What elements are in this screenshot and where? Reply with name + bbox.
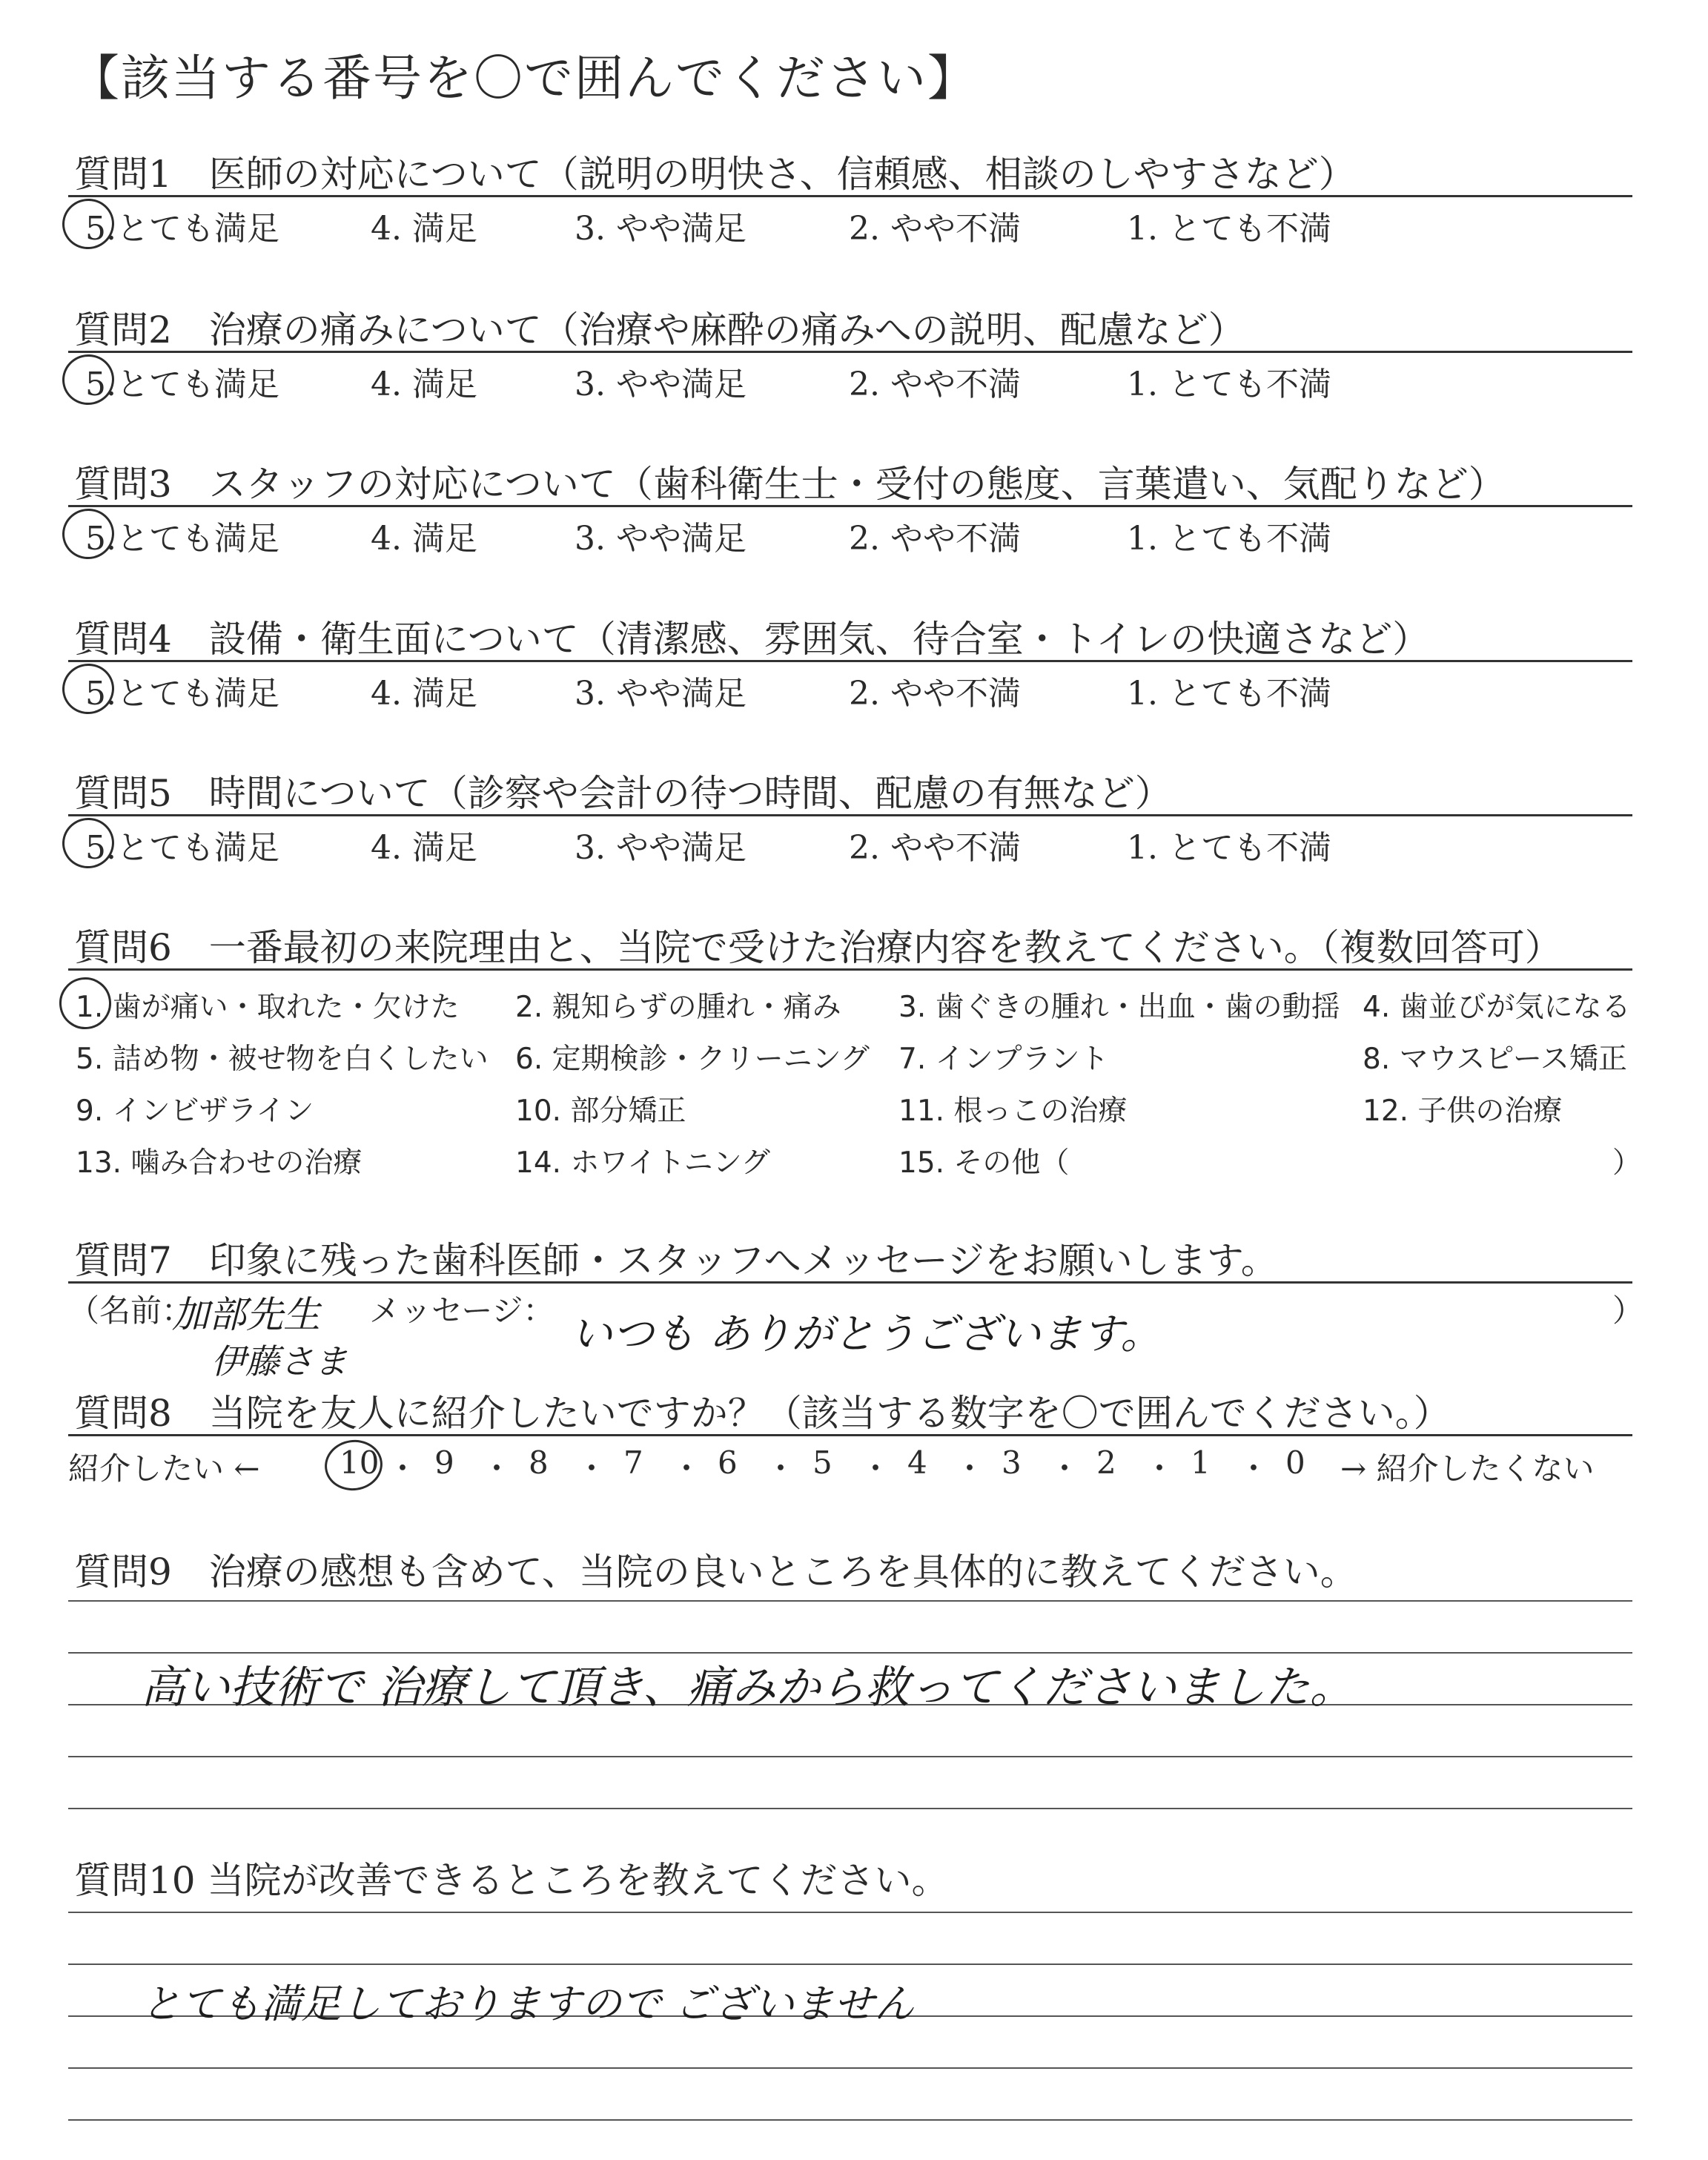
- q8-scale-option-7[interactable]: 7: [623, 1444, 643, 1481]
- q8-scale-separator: ・: [576, 1450, 608, 1487]
- q6-option-8[interactable]: 8. マウスピース矯正: [1363, 1043, 1627, 1076]
- q8-scale: [326, 1444, 1320, 1489]
- question-7-title: 質問7 印象に残った歯科医師・スタッフへメッセージをお願いします。: [74, 1239, 1278, 1282]
- q8-scale-separator: ・: [671, 1450, 703, 1487]
- q2-option-5[interactable]: 5.とても満足: [85, 366, 279, 403]
- q1-option-1[interactable]: 1. とても不満: [1127, 210, 1331, 248]
- q8-scale-separator: ・: [481, 1450, 513, 1487]
- q8-scale-separator: ・: [765, 1450, 797, 1487]
- q6-option-7[interactable]: 7. インプラント: [898, 1043, 1109, 1076]
- q7-message-handwritten: いつも ありがとうございます。: [571, 1310, 1162, 1358]
- question-1-rule: [68, 195, 1632, 197]
- q8-scale-separator: ・: [1049, 1450, 1081, 1487]
- q3-option-1[interactable]: 1. とても不満: [1127, 520, 1331, 558]
- q8-scale-option-9[interactable]: 9: [434, 1444, 454, 1481]
- q9-line-4: [68, 1756, 1632, 1757]
- q2-option-2[interactable]: 2. やや不満: [849, 366, 1021, 403]
- question-2-title: 質問2 治療の痛みについて（治療や麻酔の痛みへの説明、配慮など）: [74, 308, 1245, 351]
- q4-option-4[interactable]: 4. 満足: [371, 675, 477, 713]
- q3-option-2[interactable]: 2. やや不満: [849, 520, 1021, 558]
- q10-line-1: [68, 1912, 1632, 1913]
- question-5-title: 質問5 時間について（診察や会計の待つ時間、配慮の有無など）: [74, 772, 1172, 815]
- q8-scale-option-8[interactable]: 8: [529, 1444, 549, 1481]
- q2-option-1[interactable]: 1. とても不満: [1127, 366, 1331, 403]
- q5-option-3[interactable]: 3. やや満足: [575, 829, 747, 867]
- q8-scale-option-2[interactable]: 2: [1096, 1444, 1116, 1481]
- q8-scale-separator: ・: [860, 1450, 892, 1487]
- q1-option-3[interactable]: 3. やや満足: [575, 210, 747, 248]
- q8-scale-separator: ・: [1238, 1450, 1270, 1487]
- question-9-title: 質問9 治療の感想も含めて、当院の良いところを具体的に教えてください。: [74, 1550, 1357, 1593]
- q9-line-5: [68, 1808, 1632, 1809]
- question-4-rule: [68, 660, 1632, 662]
- q9-answer-handwritten: 高い技術で 治療して頂き、痛みから救ってくださいました。: [141, 1662, 1354, 1714]
- q3-option-4[interactable]: 4. 満足: [371, 520, 477, 558]
- q8-scale-option-0[interactable]: 0: [1285, 1444, 1305, 1481]
- question-6-rule: [68, 968, 1632, 971]
- question-3-title: 質問3 スタッフの対応について（歯科衛生士・受付の態度、言葉遣い、気配りなど）: [74, 463, 1506, 506]
- q7-name-handwritten-2: 伊藤さま: [211, 1341, 348, 1381]
- q10-line-2: [68, 1964, 1632, 1965]
- q8-scale-option-3[interactable]: 3: [1002, 1444, 1022, 1481]
- question-6-title: 質問6 一番最初の来院理由と、当院で受けた治療内容を教えてください。（複数回答可）: [74, 926, 1562, 969]
- q3-option-5[interactable]: 5.とても満足: [85, 520, 279, 558]
- q8-scale-option-5[interactable]: 5: [812, 1444, 833, 1481]
- q5-option-4[interactable]: 4. 満足: [371, 829, 477, 867]
- q4-option-1[interactable]: 1. とても不満: [1127, 675, 1331, 713]
- q4-option-2[interactable]: 2. やや不満: [849, 675, 1021, 713]
- q6-option-6[interactable]: 6. 定期検診・クリーニング: [515, 1043, 870, 1076]
- q2-option-3[interactable]: 3. やや満足: [575, 366, 747, 403]
- q5-option-5[interactable]: 5.とても満足: [85, 829, 279, 867]
- q7-message-label: メッセージ：: [369, 1292, 555, 1329]
- q7-close-paren: ）: [1612, 1292, 1644, 1329]
- question-7-rule: [68, 1281, 1632, 1284]
- q6-option-4[interactable]: 4. 歯並びが気になる: [1363, 991, 1631, 1024]
- question-1-title: 質問1 医師の対応について（説明の明快さ、信頼感、相談のしやすさなど）: [74, 153, 1356, 196]
- q9-line-1: [68, 1600, 1632, 1602]
- page-header: 【該当する番号を〇で囲んでください】: [70, 50, 978, 107]
- question-4-title: 質問4 設備・衛生面について（清潔感、雰囲気、待合室・トイレの快適さなど）: [74, 618, 1430, 661]
- q8-scale-separator: ・: [1144, 1450, 1176, 1487]
- q6-option-3[interactable]: 3. 歯ぐきの腫れ・出血・歯の動揺: [898, 991, 1340, 1024]
- q6-other-close-paren: ）: [1612, 1146, 1642, 1180]
- q6-option-14[interactable]: 14. ホワイトニング: [515, 1146, 770, 1180]
- q6-option-15[interactable]: 15. その他（: [898, 1146, 1070, 1180]
- q8-scale-option-4[interactable]: 4: [907, 1444, 927, 1481]
- q10-answer-handwritten: とても満足しておりますので ございません: [141, 1981, 915, 2027]
- question-8-rule: [68, 1434, 1632, 1436]
- question-10-title: 質問10 当院が改善できるところを教えてください。: [74, 1859, 949, 1902]
- q2-option-4[interactable]: 4. 満足: [371, 366, 477, 403]
- q8-left-label: 紹介したい ←: [68, 1450, 260, 1487]
- q8-scale-separator: ・: [954, 1450, 986, 1487]
- q7-name-handwritten-1: 加部先生: [172, 1293, 320, 1336]
- q7-name-label: （名前：: [68, 1292, 193, 1329]
- q6-option-5[interactable]: 5. 詰め物・被せ物を白くしたい: [76, 1043, 489, 1076]
- q3-option-3[interactable]: 3. やや満足: [575, 520, 747, 558]
- q6-option-1[interactable]: 1. 歯が痛い・取れた・欠けた: [76, 991, 460, 1024]
- q4-option-5[interactable]: 5.とても満足: [85, 675, 279, 713]
- q6-option-2[interactable]: 2. 親知らずの腫れ・痛み: [515, 991, 841, 1024]
- q10-line-4: [68, 2067, 1632, 2069]
- q1-option-5[interactable]: 5.とても満足: [85, 210, 279, 248]
- q1-option-2[interactable]: 2. やや不満: [849, 210, 1021, 248]
- question-3-rule: [68, 505, 1632, 507]
- q8-scale-separator: ・: [387, 1450, 419, 1487]
- q8-scale-option-10[interactable]: 10: [340, 1444, 380, 1481]
- question-5-rule: [68, 814, 1632, 816]
- q6-option-9[interactable]: 9. インビザライン: [76, 1094, 314, 1128]
- question-8-title: 質問8 当院を友人に紹介したいですか？（該当する数字を〇で囲んでください。）: [74, 1392, 1451, 1435]
- question-2-rule: [68, 351, 1632, 353]
- q8-right-label: → 紹介したくない: [1340, 1450, 1595, 1487]
- q5-option-1[interactable]: 1. とても不満: [1127, 829, 1331, 867]
- q5-option-2[interactable]: 2. やや不満: [849, 829, 1021, 867]
- q6-option-10[interactable]: 10. 部分矯正: [515, 1094, 686, 1128]
- q6-option-12[interactable]: 12. 子供の治療: [1363, 1094, 1563, 1128]
- q6-option-11[interactable]: 11. 根っこの治療: [898, 1094, 1128, 1128]
- q8-scale-option-6[interactable]: 6: [718, 1444, 738, 1481]
- q10-line-5: [68, 2119, 1632, 2121]
- q8-scale-option-1[interactable]: 1: [1191, 1444, 1211, 1481]
- q4-option-3[interactable]: 3. やや満足: [575, 675, 747, 713]
- q1-option-4[interactable]: 4. 満足: [371, 210, 477, 248]
- q6-option-13[interactable]: 13. 噛み合わせの治療: [76, 1146, 363, 1180]
